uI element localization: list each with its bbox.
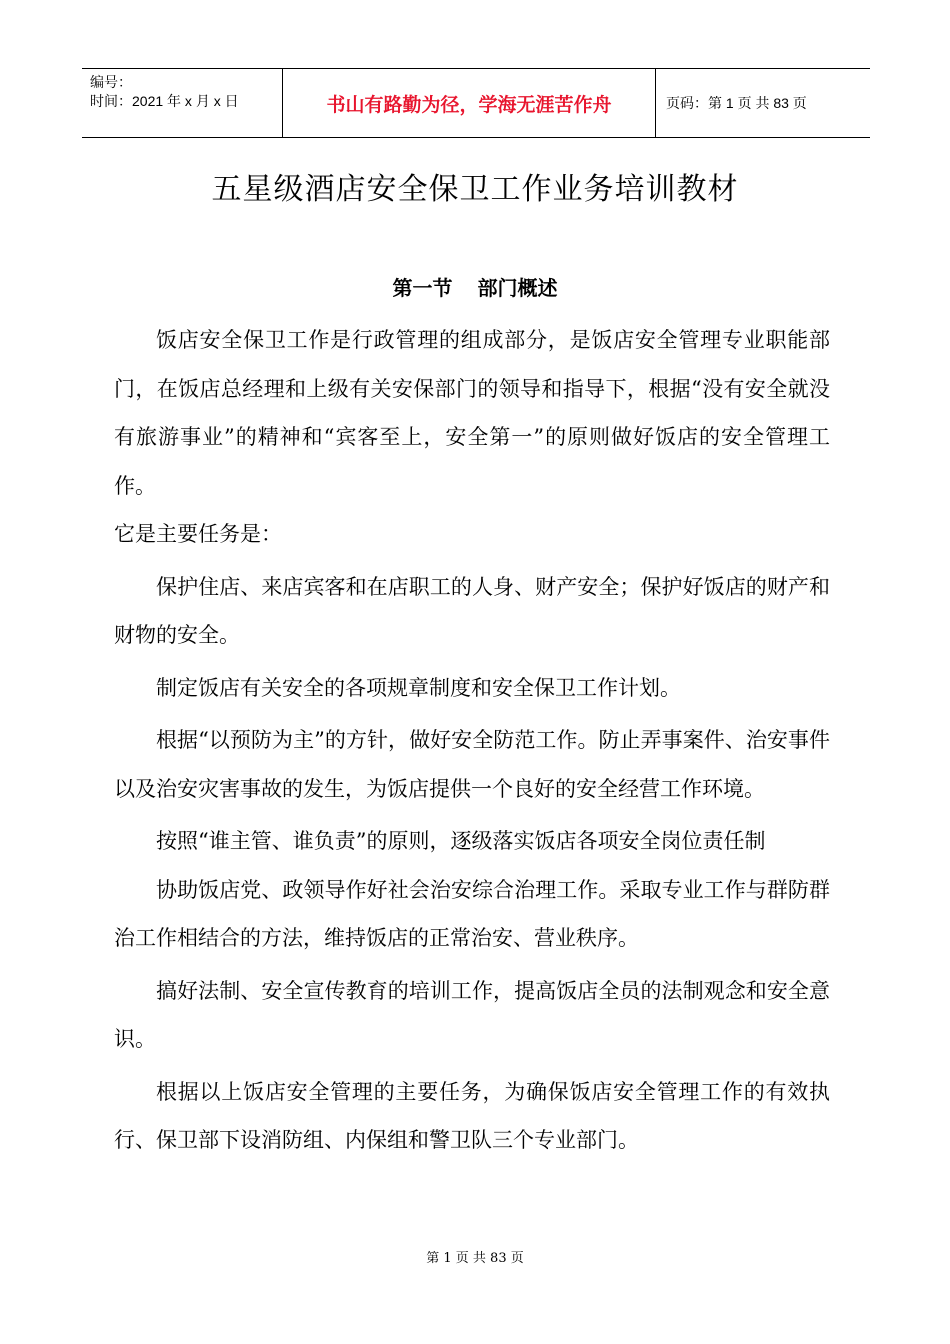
header-page-info: 页码：第 1 页 共 83 页 bbox=[666, 95, 807, 111]
section-heading: 第一节 部门概述 bbox=[392, 276, 558, 300]
document-date: 时间：2021 年 x 月 x 日 bbox=[90, 93, 239, 109]
paragraph-intro: 饭店安全保卫工作是行政管理的组成部分，是饭店安全管理专业职能部门，在饭店总经理和上级有关安保部门的领导和指导下，根据“没有安全就没有旅游事业”的精神和“宾客至上，安全第一”的原则做好饭店的安全管理工作。 bbox=[114, 328, 830, 498]
paragraph-task-protect: 保护住店、来店宾客和在店职工的人身、财产安全；保护好饭店的财产和财物的安全。 bbox=[114, 574, 830, 647]
document-body bbox=[114, 316, 830, 1165]
header-motto: 书山有路勤为径，学海无涯苦作舟 bbox=[282, 69, 656, 137]
page-header bbox=[82, 68, 870, 138]
paragraph-task-responsibility: 按照“谁主管、谁负责”的原则，逐级落实饭店各项安全岗位责任制 bbox=[156, 829, 766, 853]
document-number-label: 编号： bbox=[90, 74, 132, 90]
header-meta bbox=[82, 69, 282, 137]
paragraph-task-assist: 协助饭店党、政领导作好社会治安综合治理工作。采取专业工作与群防群治工作相结合的方法，维持饭店的正常治安、营业秩序。 bbox=[114, 877, 830, 950]
paragraph-task-rules: 制定饭店有关安全的各项规章制度和安全保卫工作计划。 bbox=[156, 675, 681, 700]
paragraph-task-education: 搞好法制、安全宣传教育的培训工作，提高饭店全员的法制观念和安全意识。 bbox=[114, 978, 830, 1051]
document-title: 五星级酒店安全保卫工作业务培训教材 bbox=[211, 172, 739, 207]
paragraph-departments: 根据以上饭店安全管理的主要任务，为确保饭店安全管理工作的有效执行、保卫部下设消防组、内保组和警卫队三个专业部门。 bbox=[114, 1079, 830, 1152]
paragraph-tasks-heading: 它是主要任务是： bbox=[114, 522, 282, 546]
paragraph-task-prevention: 根据“以预防为主”的方针，做好安全防范工作。防止弄事案件、治安事件以及治安灾害事故的发生，为饭店提供一个良好的安全经营工作环境。 bbox=[114, 728, 830, 801]
page-footer: 第 1 页 共 83 页 bbox=[426, 1251, 524, 1266]
